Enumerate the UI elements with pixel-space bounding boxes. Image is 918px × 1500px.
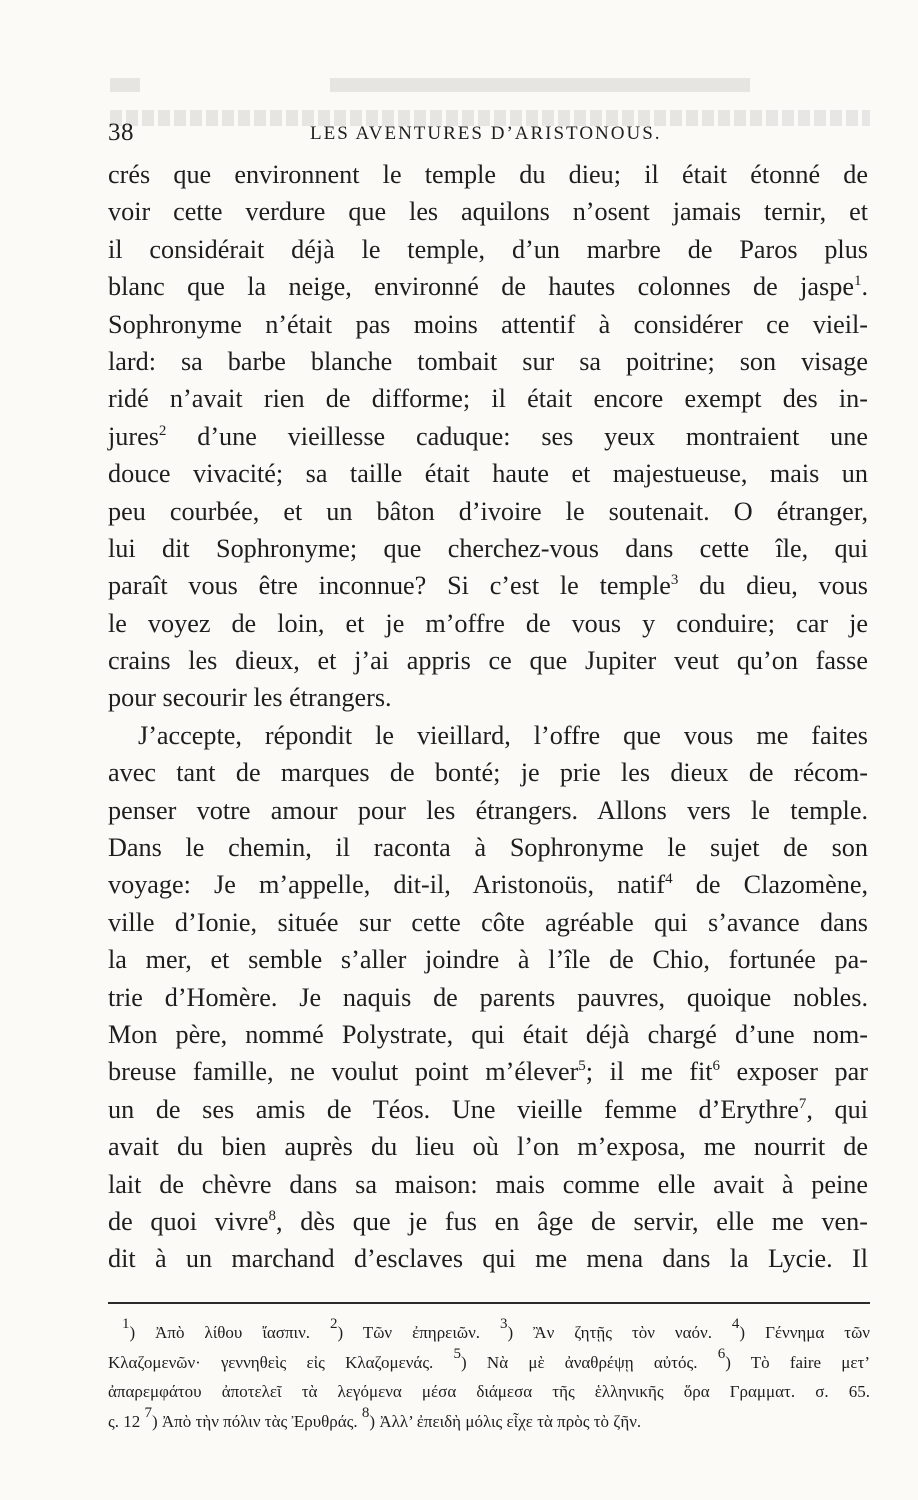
text-line: paraît vous être inconnue? Si c’est le temple$^3$ du dieu, vous bbox=[108, 571, 868, 601]
footnote-ref: 1 bbox=[853, 273, 862, 290]
footnote-ref: 3 bbox=[670, 572, 679, 589]
text-line: crés que environnent le temple du dieu; il était étonné de bbox=[108, 160, 868, 189]
footnote-ref: 7 bbox=[798, 1095, 807, 1112]
text-line: voir cette verdure que les aquilons n’osent jamais ternir, et bbox=[108, 197, 868, 227]
text-line: pour secourir les étrangers. bbox=[108, 683, 392, 713]
footnote-ref: 5 bbox=[578, 1058, 586, 1075]
footnote-divider bbox=[108, 1302, 870, 1304]
show-through-mark bbox=[330, 78, 750, 92]
footnote-ref: 4 bbox=[665, 871, 673, 888]
footnote-line: Κλαζομενῶν· γεννηθεὶς εἰς Κλαζομενάς. $^5$) Νὰ μὲ ἀναθρέψῃ αὐτός. $^6$) Τὸ faire μετ’ bbox=[108, 1345, 870, 1372]
page-header bbox=[108, 118, 868, 148]
text-line: il considérait déjà le temple, d’un marbre de Paros plus bbox=[108, 234, 868, 264]
text-line: Dans le chemin, il raconta à Sophronyme le sujet de son bbox=[108, 833, 868, 863]
text-line: blanc que la neige, environné de hautes colonnes de jaspe$^1$. bbox=[108, 272, 868, 302]
text-line: Sophronyme n’était pas moins attentif à considérer ce vieil- bbox=[108, 309, 868, 339]
footnote-ref: 6 bbox=[712, 1058, 721, 1075]
text-line: lard: sa barbe blanche tombait sur sa poitrine; son visage bbox=[108, 346, 868, 376]
text-line: Mon père, nommé Polystrate, qui était déjà chargé d’une nom- bbox=[108, 1019, 868, 1049]
text-line: douce vivacité; sa taille était haute et majestueuse, mais un bbox=[108, 459, 868, 489]
text-line: le voyez de loin, et je m’offre de vous y conduire; car je bbox=[108, 608, 868, 638]
text-line: J’accepte, répondit le vieillard, l’offre que vous me faites bbox=[138, 720, 868, 750]
text-line: dit à un marchand d’esclaves qui me mena dans la Lycie. Il bbox=[108, 1244, 868, 1274]
text-line: un de ses amis de Téos. Une vieille femme d’Erythre$^7$, qui bbox=[108, 1094, 868, 1124]
running-title: LES AVENTURES D’ARISTONOUS. bbox=[310, 123, 662, 144]
body-text bbox=[108, 156, 868, 1278]
footnote-line: $^1$) Ἀπὸ λίθου ἴασπιν. $^2$) Τῶν ἐπηρειῶν. $^3$) Ἂν ζητῇς τὸν ναόν. $^4$) Γέννημα τῶν bbox=[122, 1316, 870, 1342]
text-line: voyage: Je m’appelle, dit-il, Aristonoüs, natif$^4$ de Clazomène, bbox=[108, 870, 868, 900]
footnotes bbox=[108, 1318, 870, 1436]
footnote-ref: 8 bbox=[268, 1207, 276, 1224]
text-line: jures$^2$ d’une vieillesse caduque: ses yeux montraient une bbox=[108, 421, 868, 451]
text-line: lait de chèvre dans sa maison: mais comme elle avait à peine bbox=[108, 1169, 868, 1199]
page-number: 38 bbox=[108, 119, 134, 146]
text-line: avait du bien auprès du lieu où l’on m’exposa, me nourrit de bbox=[108, 1132, 868, 1162]
footnote-ref: 2 bbox=[158, 422, 167, 439]
text-line: de quoi vivre$^8$, dès que je fus en âge de servir, elle me ven- bbox=[108, 1206, 868, 1236]
text-line: la mer, et semble s’aller joindre à l’île de Chio, fortunée pa- bbox=[108, 945, 868, 975]
text-line: ridé n’avait rien de difforme; il était encore exempt des in- bbox=[108, 384, 868, 414]
text-line: penser votre amour pour les étrangers. Allons vers le temple. bbox=[108, 795, 868, 825]
text-line: avec tant de marques de bonté; je prie les dieux de récom- bbox=[108, 758, 868, 788]
show-through-mark bbox=[110, 78, 140, 92]
text-line: lui dit Sophronyme; que cherchez-vous dans cette île, qui bbox=[108, 533, 868, 563]
text-line: peu courbée, et un bâton d’ivoire le soutenait. O étranger, bbox=[108, 496, 868, 526]
footnote-line: ς. 12 $^7$) Ἀπὸ τὴν πόλιν τὰς Ἐρυθράς. $^8$) Ἀλλ’ ἐπειδὴ μόλις εἶχε τὰ πρὸς τὸ ζῆν. bbox=[108, 1404, 642, 1431]
text-line: trie d’Homère. Je naquis de parents pauvres, quoique nobles. bbox=[108, 982, 868, 1012]
text-line: ville d’Ionie, située sur cette côte agréable qui s’avance dans bbox=[108, 907, 868, 937]
text-line: crains les dieux, et j’ai appris ce que Jupiter veut qu’on fasse bbox=[108, 646, 868, 676]
text-line: breuse famille, ne voulut point m’élever$^5$; il me fit$^6$ exposer par bbox=[108, 1057, 868, 1087]
footnote-line: ἀπαρεμφάτου ἀποτελεῖ τὰ λεγόμενα μέσα διάμεσα τῆς ἑλληνικῆς ὅρα Γραμματ. σ. 65. bbox=[108, 1382, 870, 1401]
